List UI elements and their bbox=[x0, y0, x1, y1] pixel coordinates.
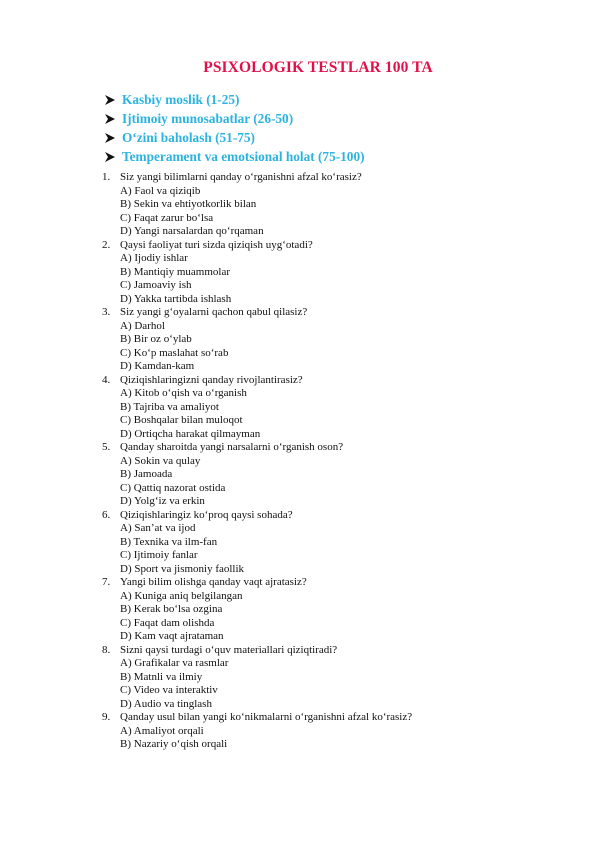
answer-option: B) Bir oz o‘ylab bbox=[120, 333, 192, 345]
answer-option: D) Yolg‘iz va erkin bbox=[120, 495, 205, 507]
section-label: Temperament va emotsional holat (75-100) bbox=[122, 148, 365, 164]
section-item bbox=[104, 109, 365, 128]
question-item bbox=[102, 644, 572, 712]
answer-option: B) Nazariy o‘qish orqali bbox=[120, 738, 228, 750]
section-item bbox=[104, 147, 365, 166]
section-item bbox=[104, 90, 365, 109]
arrow-bullet-icon bbox=[104, 132, 122, 144]
question-number: 2. bbox=[102, 238, 111, 251]
question-text: Qanday usul bilan yangi ko‘nikmalarni o‘rganishni afzal ko‘rasiz? bbox=[120, 711, 413, 723]
section-label: O‘zini baholash (51-75) bbox=[122, 129, 255, 145]
answer-option: A) Ijodiy ishlar bbox=[120, 252, 188, 264]
answer-option: C) Faqat zarur bo‘lsa bbox=[120, 211, 214, 224]
answer-option: C) Ko‘p maslahat so‘rab bbox=[120, 346, 229, 359]
question-list bbox=[102, 171, 572, 752]
question-text: Siz yangi g‘oyalarni qachon qabul qilasiz? bbox=[120, 306, 308, 318]
question-text: Qiziqishlaringiz ko‘proq qaysi sohada? bbox=[120, 508, 293, 521]
answer-option: D) Sport va jismoniy faollik bbox=[120, 562, 245, 575]
answer-option: A) Grafikalar va rasmlar bbox=[120, 657, 229, 669]
answer-option: B) Texnika va ilm-fan bbox=[120, 535, 218, 548]
question-number: 6. bbox=[102, 508, 111, 521]
answer-option: C) Video va interaktiv bbox=[120, 684, 218, 696]
answer-option: C) Qattiq nazorat ostida bbox=[120, 481, 226, 494]
question-item bbox=[102, 576, 572, 644]
answer-option: A) Faol va qiziqib bbox=[120, 184, 201, 197]
arrow-bullet-icon bbox=[104, 94, 122, 106]
question-number: 3. bbox=[102, 306, 111, 318]
question-text: Sizni qaysi turdagi o‘quv materiallari qiziqtiradi? bbox=[120, 643, 338, 656]
question-item bbox=[102, 441, 572, 509]
question-number: 8. bbox=[102, 643, 111, 656]
section-item bbox=[104, 128, 365, 147]
question-number: 4. bbox=[102, 373, 111, 386]
answer-option: A) Kitob o‘qish va o‘rganish bbox=[120, 387, 247, 399]
answer-option: A) Kuniga aniq belgilangan bbox=[120, 589, 243, 602]
question-item bbox=[102, 509, 572, 577]
section-list bbox=[104, 90, 365, 166]
answer-option: B) Matnli va ilmiy bbox=[120, 670, 203, 683]
answer-option: B) Jamoada bbox=[120, 468, 173, 480]
answer-option: D) Ortiqcha harakat qilmayman bbox=[120, 427, 261, 440]
question-text: Siz yangi bilimlarni qanday o‘rganishni afzal ko‘rasiz? bbox=[120, 171, 362, 183]
answer-option: A) Amaliyot orqali bbox=[120, 724, 204, 737]
answer-option: D) Yakka tartibda ishlash bbox=[120, 292, 232, 305]
answer-option: C) Jamoaviy ish bbox=[120, 279, 192, 291]
question-item bbox=[102, 171, 572, 239]
question-text: Qaysi faoliyat turi sizda qiziqish uyg‘otadi? bbox=[120, 238, 313, 251]
question-item bbox=[102, 239, 572, 307]
question-item bbox=[102, 711, 572, 752]
answer-option: D) Kamdan-kam bbox=[120, 360, 195, 372]
arrow-bullet-icon bbox=[104, 151, 122, 163]
page-title: PSIXOLOGIK TESTLAR 100 TA bbox=[203, 59, 433, 76]
answer-option: D) Audio va tinglash bbox=[120, 697, 212, 710]
answer-option: B) Tajriba va amaliyot bbox=[120, 400, 219, 413]
section-label: Ijtimoiy munosabatlar (26-50) bbox=[122, 110, 294, 126]
answer-option: B) Mantiqiy muammolar bbox=[120, 265, 230, 278]
answer-option: C) Boshqalar bilan muloqot bbox=[120, 414, 243, 426]
answer-option: D) Kam vaqt ajrataman bbox=[120, 630, 224, 642]
answer-option: B) Kerak bo‘lsa ozgina bbox=[120, 603, 223, 615]
answer-option: C) Ijtimoiy fanlar bbox=[120, 549, 198, 561]
question-number: 7. bbox=[102, 576, 111, 588]
question-number: 5. bbox=[102, 441, 111, 453]
answer-option: A) Darhol bbox=[120, 319, 165, 332]
answer-option: B) Sekin va ehtiyotkorlik bilan bbox=[120, 198, 257, 210]
question-text: Qanday sharoitda yangi narsalarni o‘rganish oson? bbox=[120, 441, 344, 453]
answer-option: A) Sokin va qulay bbox=[120, 454, 201, 467]
section-label: Kasbiy moslik (1-25) bbox=[122, 91, 240, 107]
question-text: Yangi bilim olishga qanday vaqt ajratasiz? bbox=[120, 576, 307, 588]
answer-option: A) San’at va ijod bbox=[120, 522, 196, 534]
question-number: 9. bbox=[102, 711, 111, 723]
question-text: Qiziqishlaringizni qanday rivojlantirasiz? bbox=[120, 373, 303, 386]
answer-option: C) Faqat dam olishda bbox=[120, 616, 215, 629]
answer-option: D) Yangi narsalardan qo‘rqaman bbox=[120, 225, 264, 237]
question-number: 1. bbox=[102, 171, 111, 183]
question-item bbox=[102, 306, 572, 374]
question-item bbox=[102, 374, 572, 442]
arrow-bullet-icon bbox=[104, 113, 122, 125]
